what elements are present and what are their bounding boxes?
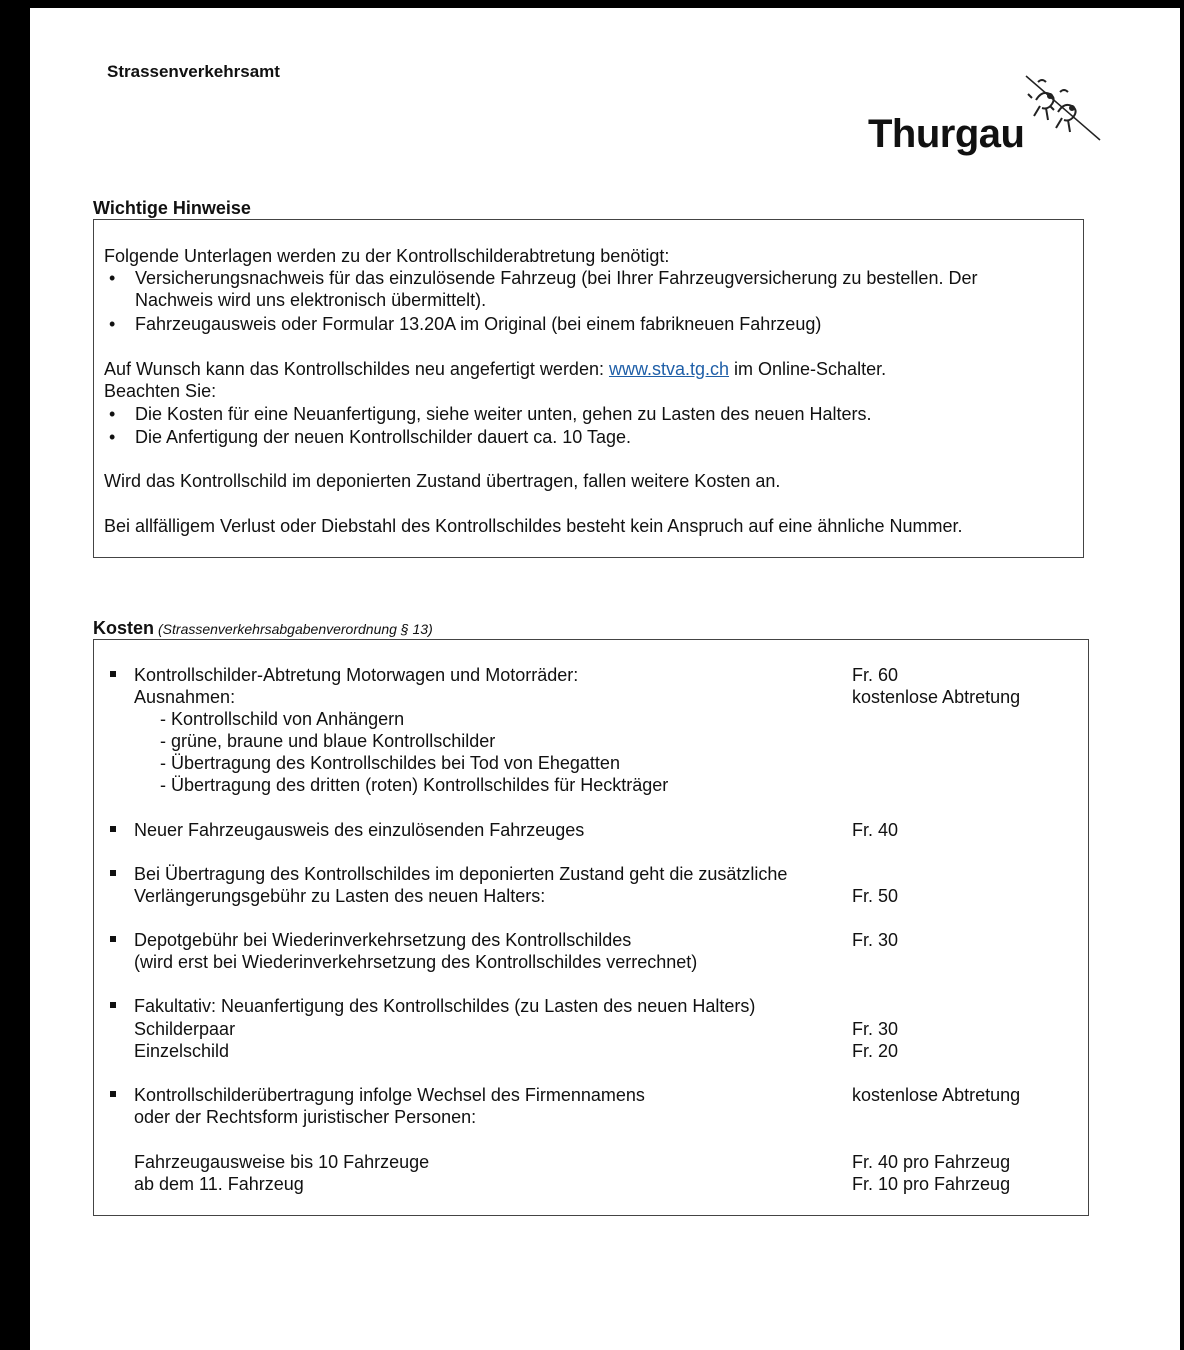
wish-text-before: Auf Wunsch kann das Kontrollschildes neu angefertigt werden:	[104, 359, 609, 379]
exception-spouse: - Übertragung des Kontrollschildes bei Tod von Ehegatten	[160, 753, 620, 773]
cost-label-new-registration: Neuer Fahrzeugausweis des einzulösenden Fahrzeuges	[134, 820, 585, 840]
exception-trailer: - Kontrollschild von Anhängern	[160, 709, 405, 729]
exception-colored: - grüne, braune und blaue Kontrollschilder	[160, 731, 496, 751]
cost-price-company: kostenlose Abtretung	[852, 1085, 1021, 1105]
cost-label-single: Einzelschild	[134, 1041, 230, 1061]
cost-label-optional: Fakultativ: Neuanfertigung des Kontrollschildes (zu Lasten des neuen Halters)	[134, 996, 756, 1016]
cost-label-transfer: Kontrollschilder-Abtretung Motorwagen und Motorräder:	[134, 665, 579, 685]
wish-paragraph	[104, 358, 886, 380]
note-label: Beachten Sie:	[104, 381, 217, 401]
cost-label-depot: Depotgebühr bei Wiederinverkehrsetzung des Kontrollschildes	[134, 930, 632, 950]
wish-text-after: im Online-Schalter.	[729, 359, 887, 379]
office-name: Strassenverkehrsamt	[107, 62, 280, 81]
cost-price-from-11: Fr. 10 pro Fahrzeug	[852, 1174, 1011, 1194]
logo-text: Thurgau	[868, 112, 1025, 156]
cost-price-single: Fr. 20	[852, 1041, 899, 1061]
cost-label-legal-form: oder der Rechtsform juristischer Personen:	[134, 1107, 477, 1127]
deposit-note: Wird das Kontrollschild im deponierten Zustand übertragen, fallen weitere Kosten an.	[104, 471, 781, 491]
cost-price-pair: Fr. 30	[852, 1019, 899, 1039]
hints-intro: Folgende Unterlagen werden zu der Kontrollschilderabtretung benötigt:	[104, 246, 670, 266]
note-item-duration: • Die Anfertigung der neuen Kontrollschilder dauert ca. 10 Tage.	[135, 426, 631, 448]
doc-item-registration: • Fahrzeugausweis oder Formular 13.20A im Original (bei einem fabrikneuen Fahrzeug)	[135, 313, 821, 335]
cost-label-extension: Verlängerungsgebühr zu Lasten des neuen Halters:	[134, 886, 546, 906]
cost-price-depot: Fr. 30	[852, 930, 899, 950]
cost-label-company: Kontrollschilderübertragung infolge Wechsel des Firmennamens	[134, 1085, 645, 1105]
exception-rack: - Übertragung des dritten (roten) Kontrollschildes für Heckträger	[160, 775, 669, 795]
costs-title: Kosten	[93, 618, 155, 638]
note-item-costs: • Die Kosten für eine Neuanfertigung, siehe weiter unten, gehen zu Lasten des neuen Halters.	[135, 403, 871, 425]
cost-label-pair: Schilderpaar	[134, 1019, 236, 1039]
cost-price-exceptions: kostenlose Abtretung	[852, 687, 1021, 707]
cost-price-new-registration: Fr. 40	[852, 820, 899, 840]
cost-price-up-to-10: Fr. 40 pro Fahrzeug	[852, 1152, 1011, 1172]
document-page	[30, 8, 1180, 1350]
cost-price-extension: Fr. 50	[852, 886, 899, 906]
thurgau-logo	[868, 72, 1108, 162]
costs-subtitle: (Strassenverkehrsabgabenverordnung § 13)	[158, 621, 433, 637]
cost-price-transfer: Fr. 60	[852, 665, 899, 685]
costs-heading	[93, 618, 433, 639]
doc-item-insurance: • Versicherungsnachweis für das einzulösende Fahrzeug (bei Ihrer Fahrzeugversicherung zu bestellen. Der	[135, 267, 977, 289]
hints-heading: Wichtige Hinweise	[93, 198, 251, 218]
cost-label-from-11: ab dem 11. Fahrzeug	[134, 1174, 304, 1194]
lion-coat-of-arms-icon	[1018, 72, 1108, 144]
cost-label-exceptions: Ausnahmen:	[134, 687, 236, 707]
doc-item-insurance-cont: Nachweis wird uns elektronisch übermittelt).	[135, 290, 487, 310]
loss-note: Bei allfälligem Verlust oder Diebstahl des Kontrollschildes besteht kein Anspruch auf eine ähnliche Nummer.	[104, 516, 963, 536]
cost-label-up-to-10: Fahrzeugausweise bis 10 Fahrzeuge	[134, 1152, 430, 1172]
cost-label-deposited: Bei Übertragung des Kontrollschildes im deponierten Zustand geht die zusätzliche	[134, 864, 788, 884]
cost-label-depot-note: (wird erst bei Wiederinverkehrsetzung des Kontrollschildes verrechnet)	[134, 952, 698, 972]
stva-link[interactable]: www.stva.tg.ch	[608, 359, 730, 379]
